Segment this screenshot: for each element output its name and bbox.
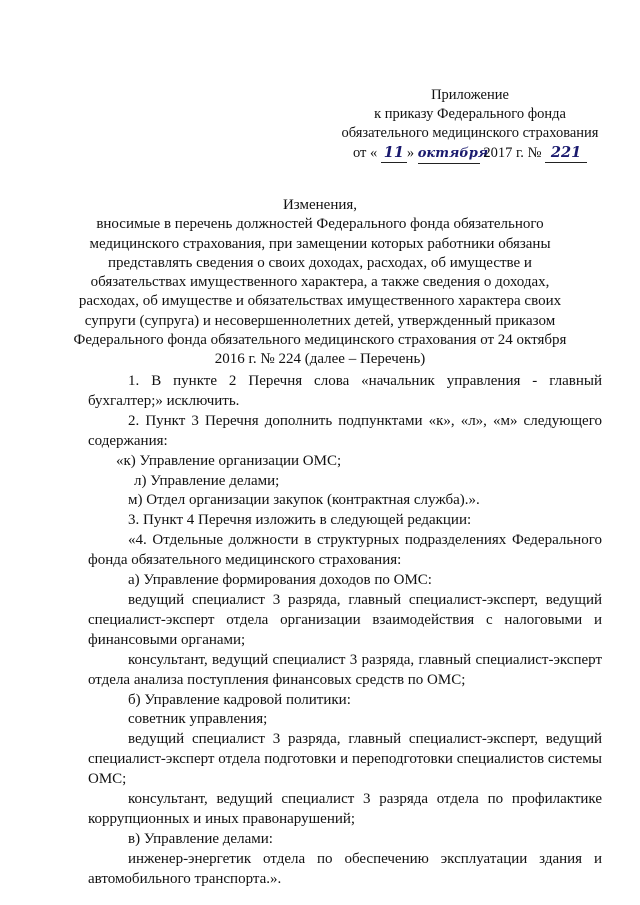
subitem-m: м) Отдел организации закупок (контрактная служба).». <box>128 492 480 509</box>
number-sign: № <box>527 145 542 161</box>
document-body <box>88 372 602 890</box>
date-mid: » <box>406 145 415 161</box>
section-v-heading: в) Управление делами: <box>128 830 273 847</box>
subitem-l: л) Управление делами; <box>134 472 280 489</box>
section-b-item-3: консультант, ведущий специалист 3 разряда отдела по профилактике коррупционных и иных правонарушений; <box>88 791 602 827</box>
title-heading: Изменения, <box>282 197 358 213</box>
section-a-item-2: консультант, ведущий специалист 3 разряда, главный специалист-эксперт отдела анализа поступления финансовых средств по ОМС; <box>88 651 602 688</box>
date-year: 2017 г. <box>483 145 524 161</box>
document-title <box>70 196 570 370</box>
order-date-line <box>330 143 610 164</box>
appendix-label: Приложение <box>431 87 509 103</box>
handwritten-order-number: 221 <box>545 143 587 163</box>
paragraph-3: 3. Пункт 4 Перечня изложить в следующей редакции: <box>128 512 472 529</box>
section-a-heading: а) Управление формирования доходов по ОМС: <box>128 572 432 589</box>
section-b-item-2: ведущий специалист 3 разряда, главный специалист-эксперт, ведущий специалист-эксперт отдела подготовки и переподготовки специалистов системы ОМС; <box>88 731 602 788</box>
section-b-heading: б) Управление кадровой политики: <box>128 691 351 708</box>
section-a-item-1: ведущий специалист 3 разряда, главный специалист-эксперт, ведущий специалист-эксперт отдела организации взаимодействия с налоговыми и финансовыми органами; <box>88 591 602 648</box>
fund-name: обязательного медицинского страхования <box>341 125 599 141</box>
paragraph-2: 2. Пункт 3 Перечня дополнить подпунктами «к», «л», «м» следующего содержания: <box>88 412 602 449</box>
handwritten-month: октября <box>418 144 480 164</box>
paragraph-4: «4. Отдельные должности в структурных подразделениях Федерального фонда обязательного медицинского страхования: <box>88 532 602 569</box>
order-reference: к приказу Федерального фонда <box>374 106 566 122</box>
section-v-item-1: инженер-энергетик отдела по обеспечению эксплуатации здания и автомобильного транспорта.». <box>88 850 602 887</box>
paragraph-1: 1. В пункте 2 Перечня слова «начальник управления - главный бухгалтер;» исключить. <box>88 373 602 409</box>
date-prefix: от « <box>352 145 378 161</box>
appendix-header <box>330 86 610 164</box>
title-body: вносимые в перечень должностей Федерального фонда обязательного медицинского страхования, при замещении которых работники обязаны представлять сведения о своих доходах, расходах, об имуществе и обязательствах имущественного характера, а также сведения о доходах, расходах, об имуществе и обязательствах имущественного характера своих супруги (супруга) и несовершеннолетних детей, утвержденный приказом Федерального фонда обязательного медицинского страхования от 24 октября 2016 г. № 224 (далее – Перечень) <box>73 216 567 368</box>
section-b-item-1: советник управления; <box>128 711 268 728</box>
subitem-k: «к) Управление организации ОМС; <box>116 452 342 469</box>
handwritten-day: 11 <box>381 143 407 163</box>
